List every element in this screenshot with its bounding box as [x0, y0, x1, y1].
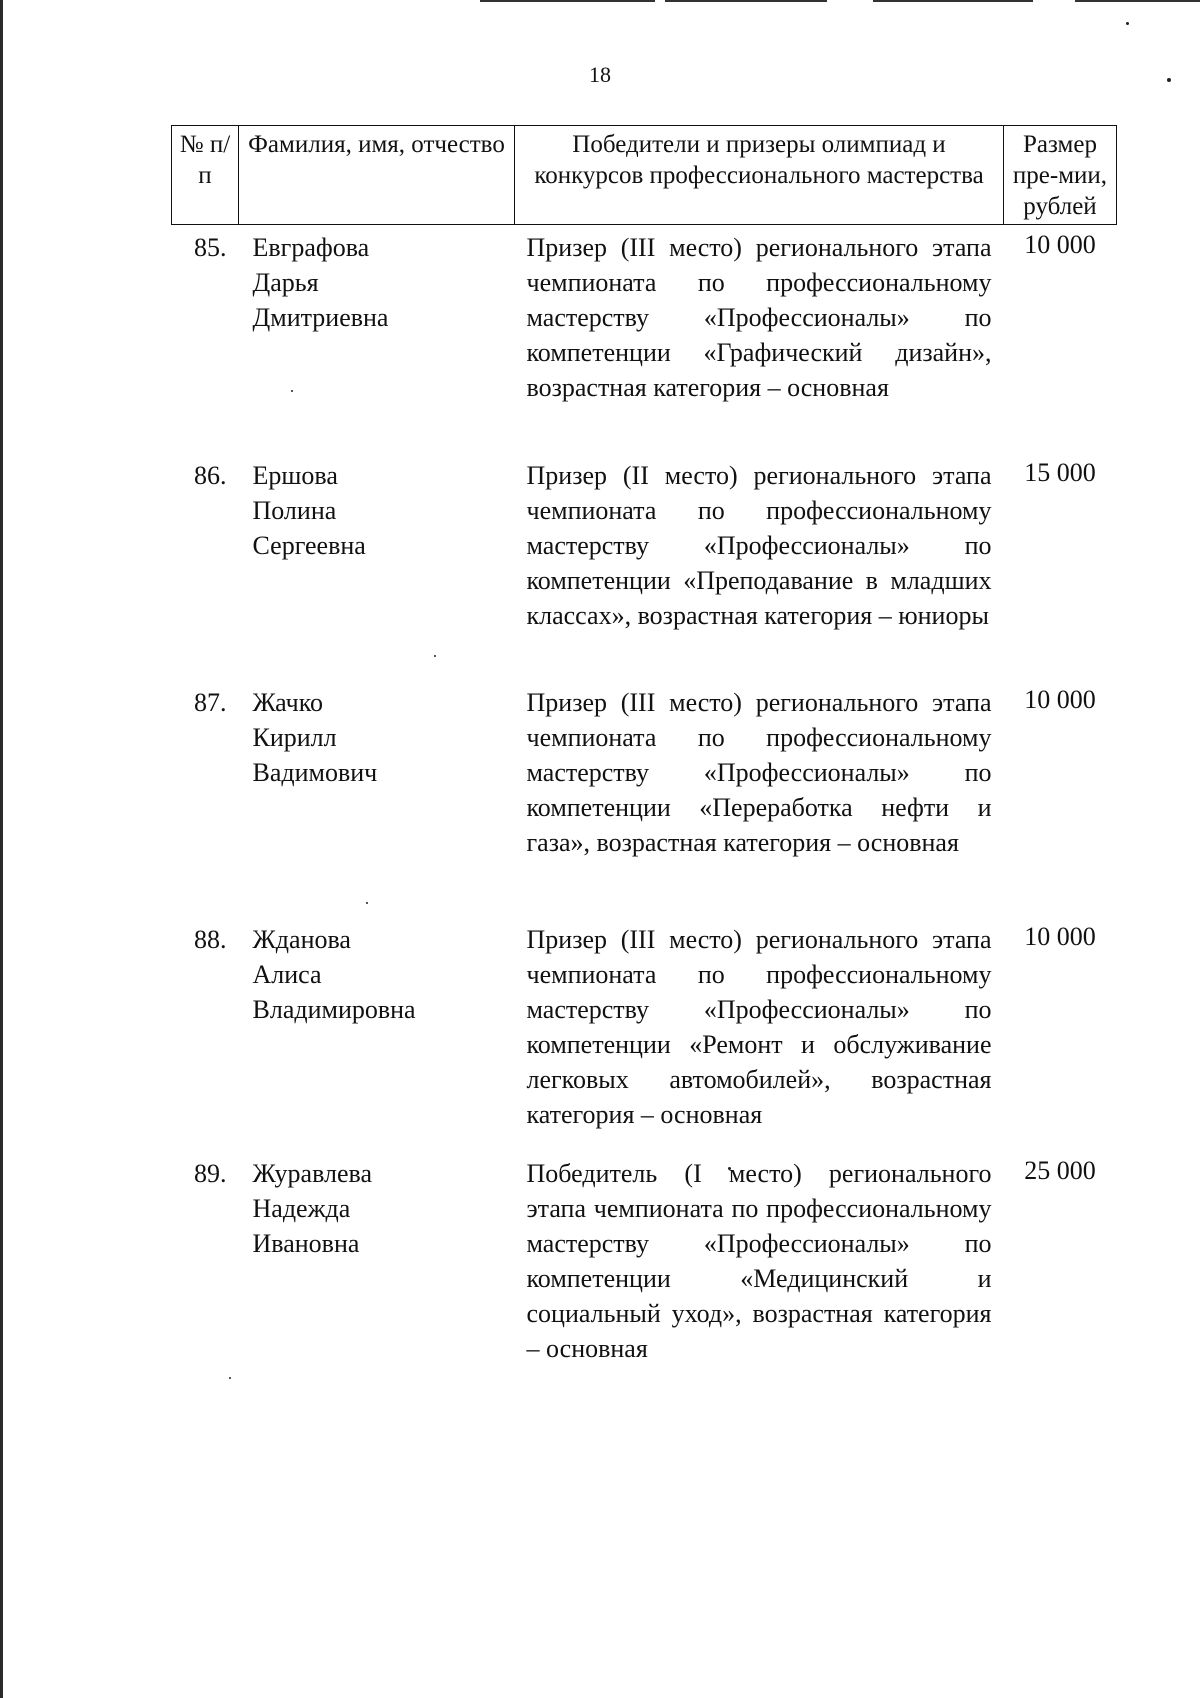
row-number: 85. [194, 233, 227, 262]
row-number: 87. [194, 687, 227, 717]
header-number: № п/п [172, 126, 239, 225]
surname: Ершова [252, 460, 338, 490]
first-name: Дарья [252, 268, 319, 297]
scan-top-rule [480, 0, 655, 2]
first-name: Алиса [252, 959, 322, 989]
row-number: 89. [194, 1158, 227, 1188]
table-row [172, 917, 1117, 1151]
header-achievement: Победители и призеры олимпиад и конкурсов профессионального мастерства [515, 126, 1004, 225]
patronymic: Вадимович [252, 757, 378, 787]
scan-speck [1167, 78, 1171, 82]
patronymic: Владимировна [252, 994, 416, 1024]
patronymic: Дмитриевна [252, 303, 389, 332]
row-prize-amount: 25 000 [1024, 1155, 1096, 1185]
surname: Жачко [252, 687, 324, 717]
scan-top-rule [873, 0, 1033, 2]
surname: Жданова [252, 924, 351, 954]
surname: Евграфова [252, 233, 370, 262]
row-achievement: Призер (III место) регионального этапа чемпионата по профессиональному мастерству «Профессионалы» по компетенции «Графический дизайн», возрастная категория – основная [526, 233, 992, 402]
row-achievement: Призер (III место) регионального этапа чемпионата по профессиональному мастерству «Профессионалы» по компетенции «Переработка нефти и газа», возрастная категория – основная [526, 687, 992, 857]
page-number: 18 [589, 62, 611, 87]
row-number: 86. [194, 460, 227, 490]
row-full-name [239, 453, 515, 680]
first-name: Полина [252, 495, 337, 525]
awards-table [171, 125, 1117, 1381]
first-name: Надежда [252, 1193, 351, 1223]
patronymic: Сергеевна [252, 530, 366, 560]
row-prize-amount: 15 000 [1024, 457, 1096, 487]
row-achievement: Призер (III место) регионального этапа чемпионата по профессиональному мастерству «Профессионалы» по компетенции «Ремонт и обслуживание легковых автомобилей», возрастная категория – основная [526, 924, 992, 1129]
row-full-name [239, 225, 515, 453]
table-row [172, 453, 1117, 680]
table-row [172, 1151, 1117, 1381]
surname: Журавлева [252, 1158, 372, 1188]
first-name: Кирилл [252, 722, 337, 752]
row-achievement: Призер (II место) регионального этапа чемпионата по профессиональному мастерству «Профессионалы» по компетенции «Преподавание в младших классах», возрастная категория – юниоры [526, 460, 992, 630]
table-row [172, 225, 1117, 453]
row-number: 88. [194, 924, 227, 954]
header-prize-amount: Размер пре-мии, рублей [1004, 126, 1117, 225]
row-prize-amount: 10 000 [1024, 230, 1096, 259]
row-achievement: Победитель (I место) регионального этапа чемпионата по профессиональному мастерству «Профессионалы» по компетенции «Медицинский и социальный уход», возрастная категория – основная [526, 1158, 992, 1363]
row-prize-amount: 10 000 [1024, 921, 1096, 951]
patronymic: Ивановна [252, 1228, 360, 1258]
scan-left-edge [0, 0, 3, 1698]
scan-top-rule [665, 0, 827, 2]
scan-speck [1126, 22, 1129, 25]
row-prize-amount: 10 000 [1024, 684, 1096, 714]
row-full-name [239, 917, 515, 1151]
scan-top-rule [1075, 0, 1200, 2]
header-full-name: Фамилия, имя, отчество [239, 126, 515, 225]
row-full-name [239, 680, 515, 917]
table-header-row [172, 126, 1117, 225]
row-full-name [239, 1151, 515, 1381]
table-row [172, 680, 1117, 917]
